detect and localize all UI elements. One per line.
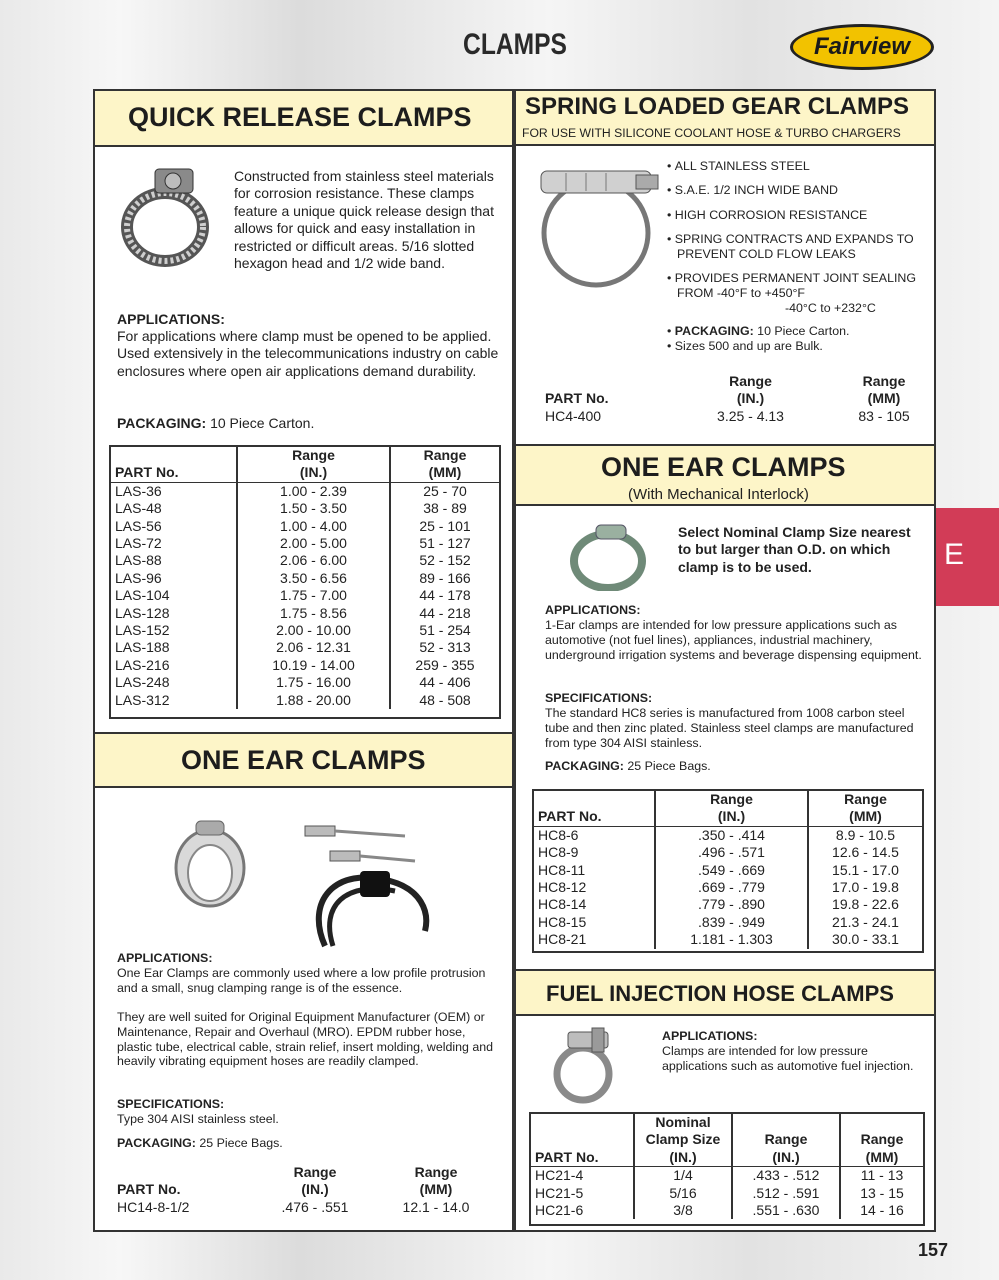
col-header-part: PART No. <box>545 390 609 407</box>
spring-loaded-title: SPRING LOADED GEAR CLAMPS <box>525 93 910 120</box>
table-row: LAS-128 1.75 - 8.56 44 - 218 <box>111 605 499 622</box>
quick-release-packaging <box>117 415 314 432</box>
fuel-injection-table <box>529 1112 925 1226</box>
one-ear-right-packaging <box>545 759 711 774</box>
col-header-range-in: Range (IN.) <box>729 373 772 407</box>
col-header-range-in: Range (IN.) <box>655 791 808 826</box>
quick-release-packaging-label: PACKAGING: <box>117 415 207 431</box>
one-ear-left-specifications: Type 304 AISI stainless steel. <box>117 1112 279 1126</box>
one-ear-left-packaging-label: PACKAGING: <box>117 1136 196 1150</box>
table-row: HC8-9 .496 - .571 12.6 - 14.5 <box>534 844 922 861</box>
spring-gear-clamp-icon <box>536 161 666 291</box>
one-ear-right-title: ONE EAR CLAMPS <box>601 452 846 482</box>
one-ear-left-specifications-label: SPECIFICATIONS: <box>117 1097 225 1111</box>
brand-logo <box>790 24 934 70</box>
col-header-range-in: Range (IN.) <box>732 1114 840 1167</box>
table-row: HC21-6 3/8 .551 - .630 14 - 16 <box>531 1202 923 1219</box>
right-column <box>514 89 936 1232</box>
table-row: LAS-216 10.19 - 14.00 259 - 355 <box>111 657 499 674</box>
table-row: HC8-14 .779 - .890 19.8 - 22.6 <box>534 896 922 913</box>
fuel-injection-title: FUEL INJECTION HOSE CLAMPS <box>546 981 894 1006</box>
quick-release-packaging-value: 10 Piece Carton. <box>210 415 315 431</box>
spring-loaded-packaging: • PACKAGING: 10 Piece Carton. <box>667 324 850 339</box>
table-row: LAS-104 1.75 - 7.00 44 - 178 <box>111 587 499 604</box>
table-row: HC21-4 1/4 .433 - .512 11 - 13 <box>531 1167 923 1185</box>
quick-release-title: QUICK RELEASE CLAMPS <box>128 102 472 132</box>
feature-item: • HIGH CORROSION RESISTANCE <box>667 207 868 222</box>
table-row: LAS-36 1.00 - 2.39 25 - 70 <box>111 482 499 500</box>
table-row: HC8-21 1.181 - 1.303 30.0 - 33.1 <box>534 931 922 948</box>
spring-loaded-packaging-label: PACKAGING: <box>674 324 754 339</box>
feature-item-continued: -40°C to +232°C <box>785 300 876 315</box>
table-row: LAS-152 2.00 - 10.00 51 - 254 <box>111 622 499 639</box>
table-row: HC21-5 5/16 .512 - .591 13 - 15 <box>531 1185 923 1202</box>
table-row: LAS-248 1.75 - 16.00 44 - 406 <box>111 674 499 691</box>
interlock-clamp-icon <box>566 521 656 591</box>
one-ear-right-applications-label: APPLICATIONS: <box>545 603 641 617</box>
page-number: 157 <box>918 1240 949 1260</box>
one-ear-left-applications-1: One Ear Clamps are commonly used where a low profile protrusion and a small, snug clamping range is of the essence. <box>117 966 486 995</box>
hose-assembly-image <box>295 821 440 951</box>
one-ear-right-specifications-label: SPECIFICATIONS: <box>545 691 653 705</box>
one-ear-right-packaging-value: 25 Piece Bags. <box>627 759 711 773</box>
one-ear-clamp-image <box>170 813 250 913</box>
col-header-range-in: Range (IN.) <box>293 1164 337 1198</box>
one-ear-right-specifications: The standard HC8 series is manufactured from 1008 carbon steel tube and then zinc plated. Stainless steel clamps are manufactured from type 304 AISI stainless. <box>545 706 914 750</box>
col-header-part: PART No. <box>534 791 655 826</box>
table-row: HC8-6 .350 - .414 8.9 - 10.5 <box>534 826 922 844</box>
spring-loaded-bulk-note: • Sizes 500 and up are Bulk. <box>667 339 823 354</box>
spring-loaded-table <box>541 373 931 425</box>
feature-item: • SPRING CONTRACTS AND EXPANDS TO PREVENT COLD FLOW LEAKS <box>667 232 914 262</box>
col-header-nominal-size: Nominal Clamp Size (IN.) <box>634 1114 732 1167</box>
quick-release-clamp-icon <box>115 161 225 276</box>
spring-loaded-features <box>667 159 927 363</box>
one-ear-right-header <box>516 444 934 506</box>
section-tab-letter: E <box>944 538 965 571</box>
quick-release-description: Constructed from stainless steel materials for corrosion resistance. These clamps feature a unique quick release design that allows for quick and easy installation in restricted or difficult areas. 5/16 slotted hexagon head and 1/2 wide band. <box>234 168 494 272</box>
fuel-injection-clamp-icon <box>548 1026 628 1106</box>
feature-item: • ALL STAINLESS STEEL <box>667 159 810 173</box>
one-ear-right-subtitle: (With Mechanical Interlock) <box>628 486 809 503</box>
table-row: HC8-12 .669 - .779 17.0 - 19.8 <box>534 879 922 896</box>
one-ear-right-table <box>532 789 924 953</box>
one-ear-left-table <box>113 1164 493 1216</box>
table-row: LAS-312 1.88 - 20.00 48 - 508 <box>111 692 499 709</box>
table-row: HC14-8-1/2 .476 - .551 12.1 - 14.0 <box>117 1198 470 1215</box>
one-ear-left-packaging-value: 25 Piece Bags. <box>199 1136 283 1150</box>
table-row: LAS-96 3.50 - 6.56 89 - 166 <box>111 570 499 587</box>
quick-release-applications: For applications where clamp must be opened to be applied. Used extensively in the telecommunications industry on cable enclosures where open air applications demand durability. <box>117 328 499 379</box>
fuel-injection-applications: Clamps are intended for low pressure applications such as automotive fuel injection. <box>662 1044 914 1073</box>
table-row: HC4-400 3.25 - 4.13 83 - 105 <box>545 407 910 424</box>
spring-loaded-clamp-image <box>536 161 666 291</box>
col-header-range-mm: Range (MM) <box>390 447 499 482</box>
section-tab <box>936 508 999 606</box>
fuel-injection-header <box>516 969 934 1016</box>
one-ear-left-title: ONE EAR CLAMPS <box>181 745 426 775</box>
table-row: LAS-88 2.06 - 6.00 52 - 152 <box>111 552 499 569</box>
interlock-clamp-image <box>566 521 656 591</box>
col-header-part: PART No. <box>111 447 237 482</box>
quick-release-header <box>95 91 512 147</box>
one-ear-left-packaging <box>117 1136 283 1151</box>
col-header-range-mm: Range (MM) <box>862 373 906 407</box>
fuel-injection-clamp-image <box>548 1026 628 1106</box>
logo-text: Fairview <box>813 33 911 60</box>
col-header-range-mm: Range (MM) <box>840 1114 923 1167</box>
table-row: LAS-188 2.06 - 12.31 52 - 313 <box>111 639 499 656</box>
page-title: CLAMPS <box>463 28 567 61</box>
table-row: LAS-72 2.00 - 5.00 51 - 127 <box>111 535 499 552</box>
one-ear-right-packaging-label: PACKAGING: <box>545 759 624 773</box>
quick-release-table <box>109 445 501 719</box>
quick-release-clamp-image <box>115 161 225 276</box>
feature-item: • S.A.E. 1/2 INCH WIDE BAND <box>667 182 838 197</box>
quick-release-applications-label: APPLICATIONS: <box>117 311 225 327</box>
left-column <box>93 89 514 1232</box>
feature-item: • PROVIDES PERMANENT JOINT SEALING FROM -40°F to +450°F <box>667 270 916 300</box>
table-row: HC8-15 .839 - .949 21.3 - 24.1 <box>534 914 922 931</box>
col-header-range-in: Range (IN.) <box>237 447 390 482</box>
spring-loaded-header <box>516 91 934 146</box>
col-header-range-mm: Range (MM) <box>414 1164 458 1198</box>
col-header-part: PART No. <box>117 1181 181 1198</box>
table-row: LAS-56 1.00 - 4.00 25 - 101 <box>111 518 499 535</box>
hose-assembly-icon <box>295 821 440 951</box>
col-header-range-mm: Range (MM) <box>808 791 922 826</box>
one-ear-clamp-icon <box>170 813 250 913</box>
one-ear-left-applications-label: APPLICATIONS: <box>117 951 213 965</box>
one-ear-right-select-note: Select Nominal Clamp Size nearest to but larger than O.D. on which clamp is to be used. <box>678 524 911 575</box>
table-row: HC8-11 .549 - .669 15.1 - 17.0 <box>534 862 922 879</box>
one-ear-right-applications: 1-Ear clamps are intended for low pressure applications such as automotive (not fuel lines), appliances, industrial machinery, underground irrigation systems and beverage dispensing equipment. <box>545 618 922 662</box>
quick-release-rows <box>111 482 499 709</box>
spring-loaded-subtitle: FOR USE WITH SILICONE COOLANT HOSE & TURBO CHARGERS <box>522 126 901 140</box>
table-row: LAS-48 1.50 - 3.50 38 - 89 <box>111 500 499 517</box>
one-ear-left-header <box>95 732 512 788</box>
fuel-injection-applications-label: APPLICATIONS: <box>662 1029 758 1043</box>
one-ear-left-applications-2: They are well suited for Original Equipment Manufacturer (OEM) or Maintenance, Repair and Overhaul (MRO). EPDM rubber hose, plastic tube, electrical cable, strain relief, insert molding, welding and heavily vibrating equipment hoses are readily clamped. <box>117 1010 494 1069</box>
spring-loaded-packaging-value: 10 Piece Carton. <box>757 324 850 339</box>
col-header-part: PART No. <box>531 1114 634 1167</box>
